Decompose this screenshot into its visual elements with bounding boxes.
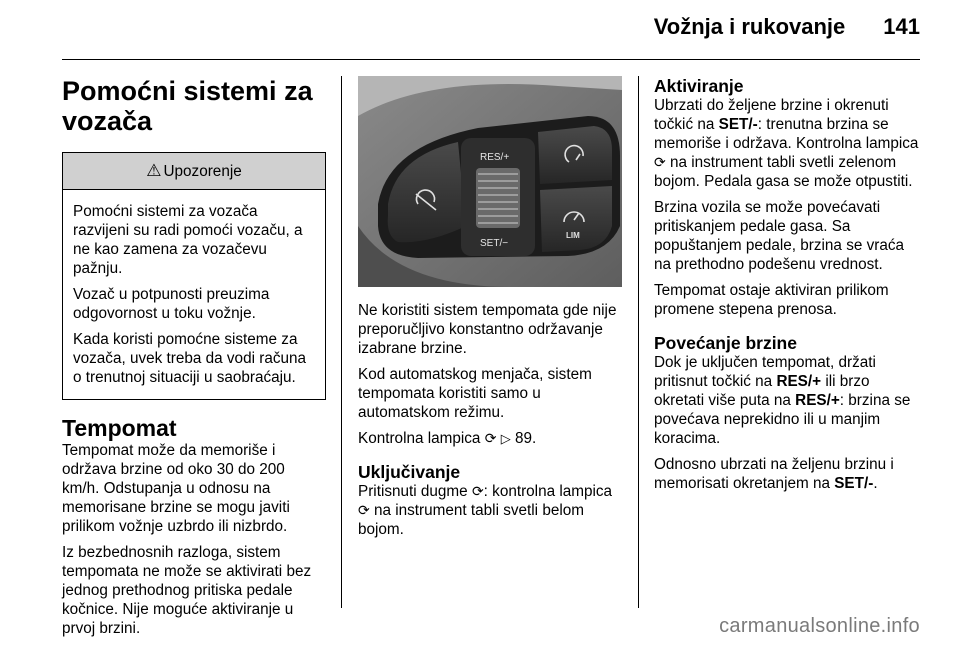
set-label: SET/− (480, 238, 509, 249)
warning-triangle-icon: ⚠ (146, 161, 162, 180)
body-paragraph: Pritisnuti dugme ⟳: kontrolna lampica ⟳ na instrument tabli svetli belom bojom. (358, 483, 613, 538)
column-divider-2 (638, 76, 639, 608)
body-paragraph: Kod automatskog menjača, sistem tempomata koristiti samo u automatskom režimu. (358, 366, 592, 421)
warning-title: Upozorenje (163, 163, 242, 180)
warning-paragraph: Kada koristi pomoćne sisteme za vozača, uvek treba da vodi računa o trenutnoj situaciji u saobraćaju. (73, 331, 306, 386)
body-paragraph: Iz bezbednosnih razloga, sistem tempomata ne može se aktivirati bez jednog prethodnog pritiska pedale kočnice. Nije moguće aktiviranje u prvoj brzini. (62, 544, 312, 637)
page-reference-arrow-icon: ▷ (500, 431, 511, 446)
lim-label: LIM (566, 231, 580, 240)
header-rule (62, 59, 920, 60)
steering-wheel-controls-photo (358, 76, 622, 287)
column-divider-1 (341, 76, 342, 608)
body-paragraph: Kontrolna lampica ⟳ ▷ 89. (358, 430, 537, 447)
column-1 (62, 76, 326, 645)
body-paragraph: Odnosno ubrzati na željenu brzinu i memorisati okretanjem na SET/-. (654, 456, 894, 492)
res-label: RES/+ (480, 152, 510, 163)
page-reference: 89. (514, 430, 537, 447)
cruise-indicator-icon: ⟳ (484, 430, 497, 446)
warning-paragraph: Vozač u potpunosti preuzima odgovornost u toku vožnje. (73, 286, 270, 322)
column-2 (358, 76, 622, 546)
watermark: carmanualsonline.info (719, 615, 920, 637)
section-heading-tempomat: Tempomat (62, 415, 177, 441)
body-paragraph: Ne koristiti sistem tempomata gde nije preporučljivo konstantno održavanje izabrane brzine. (358, 302, 617, 357)
body-paragraph: Tempomat ostaje aktiviran prilikom promene stepena prenosa. (654, 282, 889, 318)
warning-box (62, 152, 326, 400)
cruise-button-icon: ⟳ (471, 483, 484, 499)
body-paragraph: Tempomat može da memoriše i održava brzine od oko 30 do 200 km/h. Odstupanja u odnosu na memorisane brzine se mogu javiti prilikom vožnje uzbrdo ili nizbrdo. (62, 442, 290, 535)
body-paragraph: Ubrzati do željene brzine i okrenuti točkić na SET/-: trenutna brzina se memoriše i održava. Kontrolna lampica ⟳ na instrument tabli svetli zelenom bojom. Pedala gasa se može otpustiti. (654, 97, 919, 190)
warning-body (63, 190, 325, 399)
subheading-aktiviranje: Aktiviranje (654, 76, 744, 96)
warning-paragraph: Pomoćni sistemi za vozača razvijeni su radi pomoći vozaču, a ne kao zamena za vozačevu pažnju. (73, 203, 303, 277)
cruise-indicator-icon: ⟳ (358, 502, 370, 518)
running-title: Vožnja i rukovanje (653, 14, 846, 39)
chapter-title: Pomoćni sistemi za vozača (62, 76, 313, 136)
warning-header (63, 153, 325, 190)
page-header (654, 14, 920, 40)
subheading-povecanje-brzine: Povećanje brzine (654, 333, 797, 353)
page-number: 141 (883, 14, 920, 39)
column-3 (654, 76, 920, 500)
body-paragraph: Dok je uključen tempomat, držati pritisnut točkić na RES/+ ili brzo okretati više puta na RES/+: brzina se povećava neprekidno ili u manjim koracima. (654, 354, 911, 447)
thumbwheel (476, 168, 520, 228)
cruise-indicator-icon: ⟳ (654, 154, 666, 170)
body-paragraph: Brzina vozila se može povećavati pritiskanjem pedale gasa. Sa popuštanjem pedale, brzina se vraća na prethodno podešenu vrednost. (654, 199, 905, 273)
subheading-ukljucivanje: Uključivanje (358, 462, 461, 482)
